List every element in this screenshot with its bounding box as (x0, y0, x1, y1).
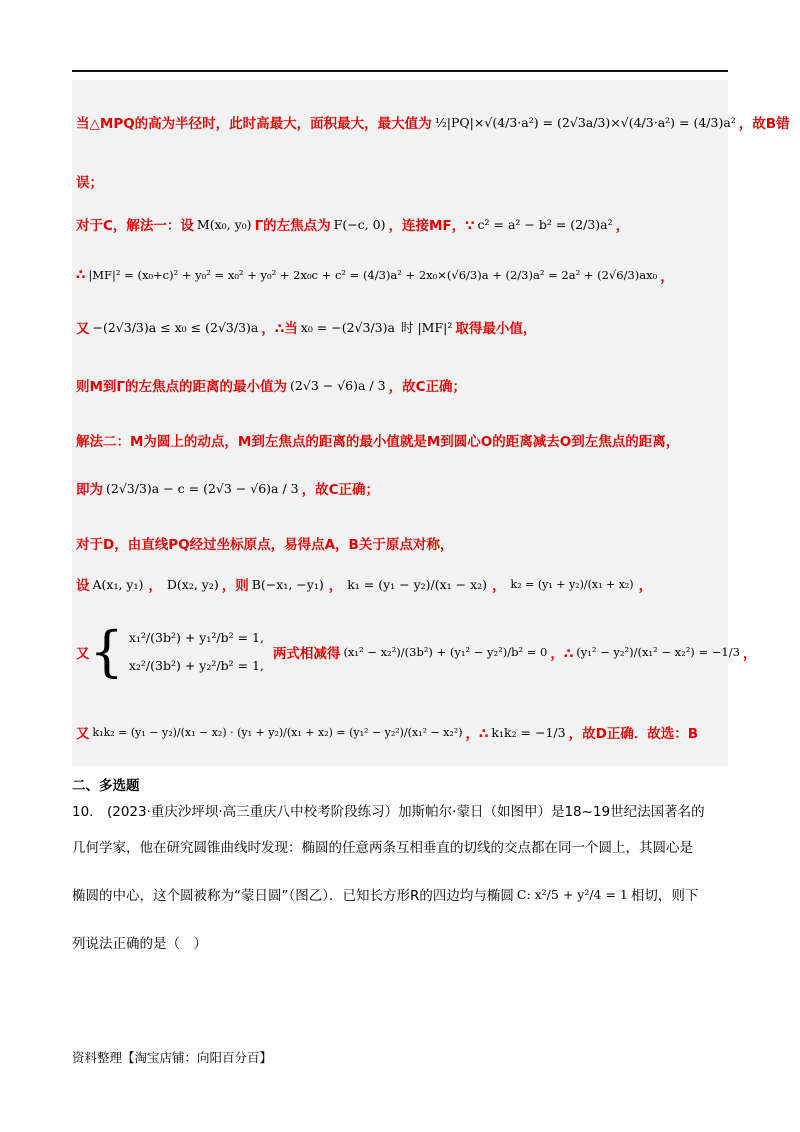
formula: k₁k₂ = (y₁ − y₂)/(x₁ − x₂) · (y₁ + y₂)/(x₁ + x₂) = (y₁² − y₂²)/(x₁² − x₂²) (92, 725, 463, 739)
solution-line-3 (76, 214, 629, 234)
question-line-1: 10. (2023·重庆沙坪坝·高三重庆八中校考阶段练习）加斯帕尔·蒙日（如图甲）是18~19世纪法国著名的 (72, 804, 705, 820)
line-text: 两式相减得 (272, 646, 341, 662)
formula: 时 |MF|² (400, 320, 453, 335)
solution-line-2 (76, 171, 103, 191)
formula: −(2√3/3)a ≤ x₀ ≤ (2√3/3)a (92, 319, 259, 335)
line-text: ， (615, 218, 630, 234)
header-rule (72, 70, 728, 72)
line-text: 对于D，由直线PQ经过坐标原点，易得点A，B关于原点对称， (76, 537, 454, 553)
equation-system (126, 624, 267, 680)
line-text: 取得最小值， (455, 321, 537, 337)
formula: (2√3/3)a − c = (2√3 − √6)a / 3 (106, 480, 299, 496)
line-text: ， (148, 578, 162, 594)
footer-text: 资料整理【淘宝店铺：向阳百分百】 (72, 1050, 273, 1065)
question-text: 椭圆的中心，这个圆被称为“蒙日圆”（图乙）．已知长方形R的四边均与椭圆 (72, 888, 514, 904)
question-line-3 (72, 884, 698, 904)
line-text: 即为 (76, 482, 103, 498)
line-text: ，故C正确； (301, 482, 380, 498)
solution-line-12 (76, 722, 698, 742)
line-text: ∴ (76, 267, 86, 283)
formula: |MF|² = (x₀+c)² + y₀² = x₀² + y₀² + 2x₀c + c² = (4/3)a² + 2x₀×(√6/3)a + (2/3)a² = 2a² + (2√6/3)ax₀ (88, 268, 658, 282)
line-text: ，故D正确．故选：B (568, 726, 699, 742)
line-text: 误； (76, 175, 103, 191)
line-text: Γ的左焦点为 (254, 218, 331, 234)
formula: c² = a² − b² = (2/3)a² (477, 216, 613, 232)
line-text: 对于C，解法一：设 (76, 218, 194, 234)
solution-line-11 (76, 612, 756, 692)
solution-line-8 (76, 478, 379, 498)
line-text: 解法二：M为圆上的动点，M到左焦点的距离的最小值就是M到圆心O的距离减去O到左焦点的距离， (76, 434, 680, 450)
line-text: ，∴ (550, 646, 574, 662)
line-text: ，则 (221, 578, 249, 594)
line-text: ，∴ (465, 726, 489, 742)
brace-icon: { (89, 620, 124, 683)
question-text: 相切，则下 (630, 888, 699, 904)
formula: (y₁² − y₂²)/(x₁² − x₂²) = −1/3 (576, 645, 740, 659)
formula: F(−c, 0) (333, 216, 386, 232)
formula: M(x₀, y₀) (196, 216, 252, 232)
line-text: ，故B错 (738, 116, 790, 132)
line-text: 当△MPQ的高为半径时，此时高最大，面积最大，最大值为 (76, 116, 432, 132)
line-text: ，连接MF，∵ (388, 218, 475, 234)
line-text: 则M到Γ的左焦点的距离的最小值为 (76, 379, 288, 395)
line-text: 又 (76, 321, 90, 337)
solution-line-4 (76, 265, 674, 285)
formula: k₁ = (y₁ − y₂)/(x₁ − x₂) (347, 576, 488, 592)
solution-line-6 (76, 375, 466, 395)
formula: (x₁² − x₂²)/(3b²) + (y₁² − y₂²)/b² = 0 (343, 645, 548, 659)
solution-line-9 (76, 533, 453, 553)
formula: C: x²/5 + y²/4 = 1 (516, 886, 628, 902)
formula: x₀ = −(2√3/3)a (300, 319, 395, 335)
line-text: ， (638, 578, 653, 594)
line-text: ， (742, 646, 757, 662)
solution-line-10 (76, 574, 654, 594)
equation: x₂²/(3b²) + y₂²/b² = 1, (128, 658, 264, 673)
question-line-2: 几何学家，他在研究圆锥曲线时发现：椭圆的任意两条互相垂直的切线的交点都在同一个圆上，其圆心是 (72, 840, 693, 856)
formula: k₁k₂ = −1/3 (491, 724, 566, 740)
line-text: ，∴当 (261, 321, 298, 337)
formula: A(x₁, y₁) (92, 576, 144, 592)
formula: k₂ = (y₁ + y₂)/(x₁ + x₂) (510, 577, 634, 591)
formula: (2√3 − √6)a / 3 (290, 377, 386, 393)
solution-line-1 (76, 112, 790, 132)
line-text: ，故C正确； (388, 379, 466, 395)
solution-line-7 (76, 430, 679, 450)
formula: ½|PQ|×√(4/3·a²) = (2√3a/3)×√(4/3·a²) = (4/3)a² (434, 114, 736, 130)
formula: B(−x₁, −y₁) (251, 576, 324, 592)
question-line-4: 列说法正确的是（ ） (72, 936, 207, 952)
line-text: ， (328, 578, 343, 594)
line-text: 设 (76, 578, 90, 594)
line-text: 又 (76, 726, 90, 742)
line-text: ， (492, 578, 506, 594)
line-text: 又 (76, 646, 90, 662)
equation: x₁²/(3b²) + y₁²/b² = 1, (128, 630, 264, 645)
section-title: 二、多选题 (72, 778, 140, 794)
formula: D(x₂, y₂) (166, 576, 219, 592)
solution-line-5 (76, 317, 536, 337)
line-text: ， (660, 269, 674, 285)
